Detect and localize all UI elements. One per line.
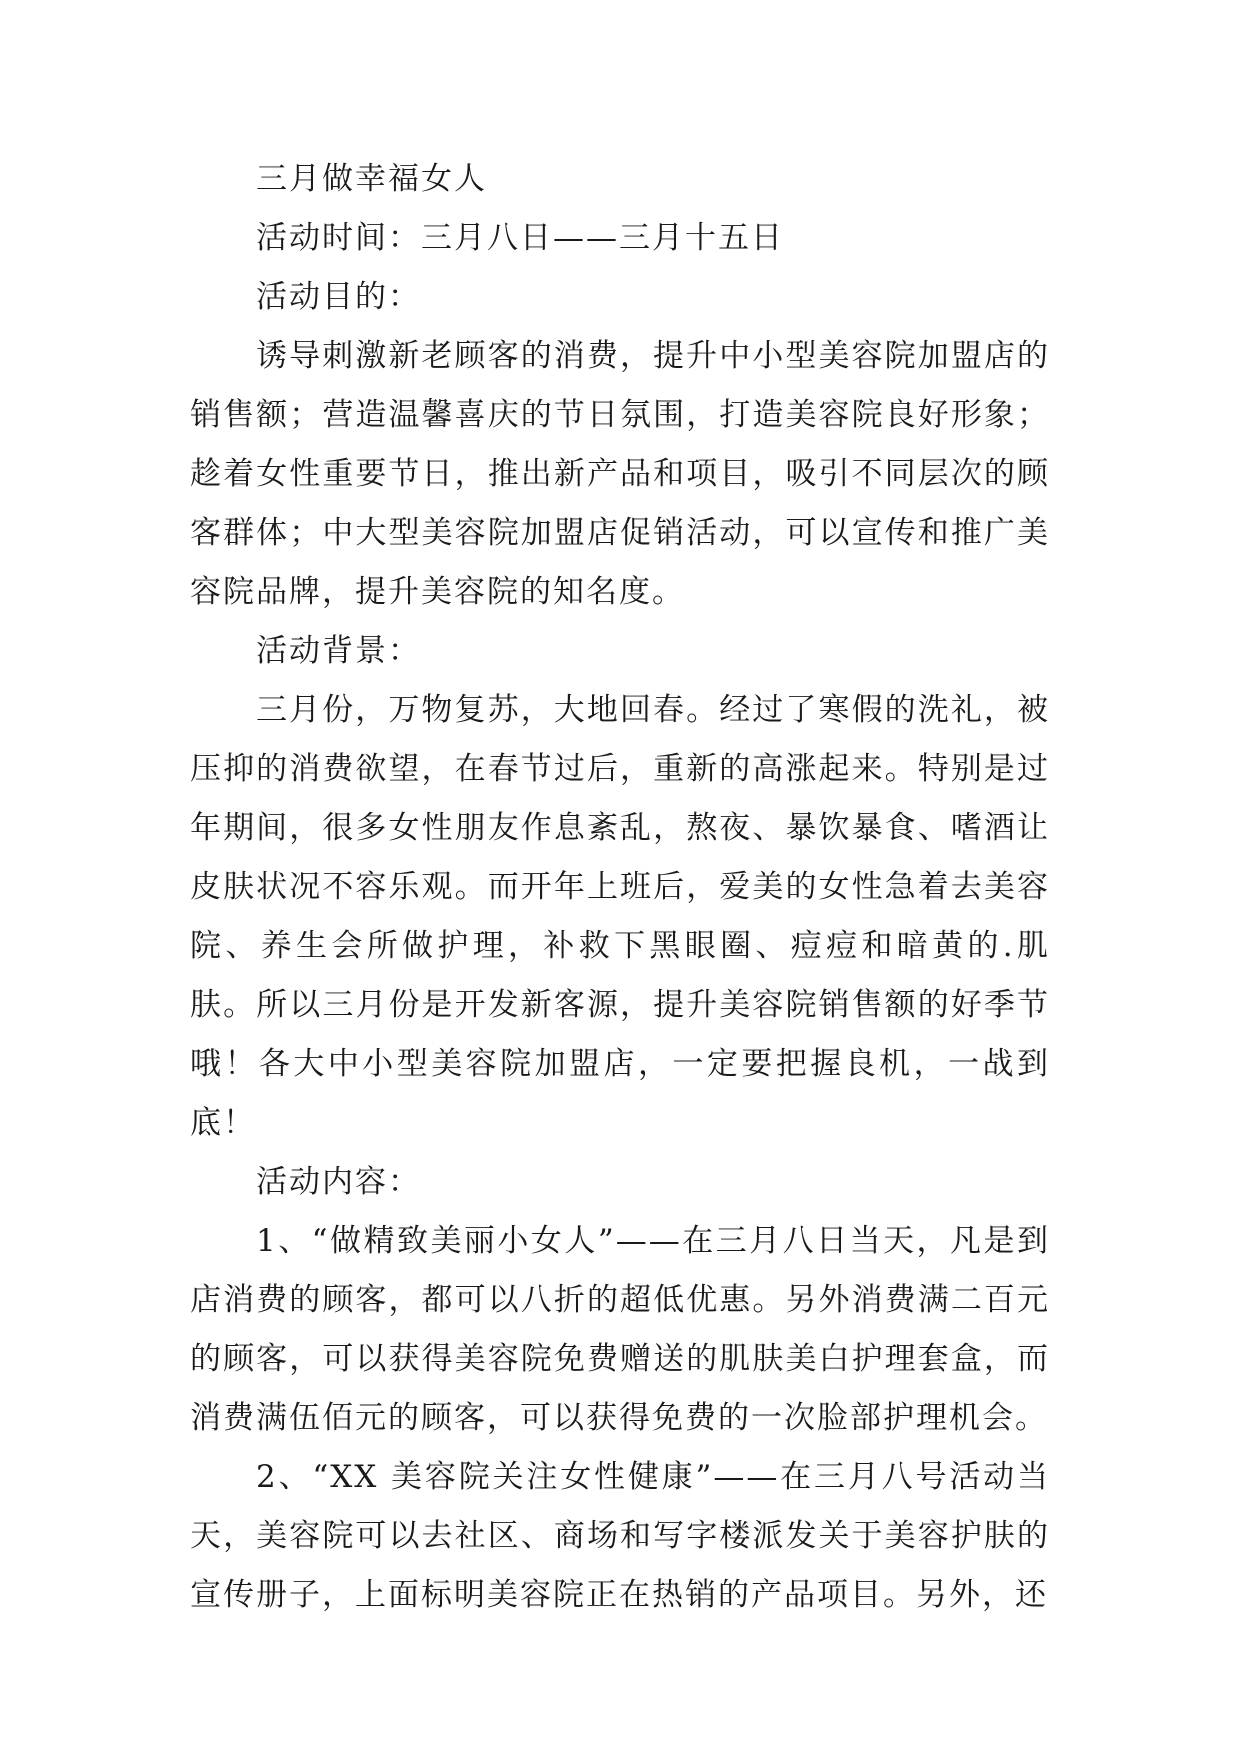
document-title: 三月做幸福女人	[256, 161, 487, 197]
background-heading: 活动背景：	[256, 633, 421, 669]
activity-time: 活动时间：三月八日——三月十五日	[256, 220, 784, 256]
content-item-2: 2、“XX 美容院关注女性健康”——在三月八号活动当天，美容院可以去社区、商场和写字楼派发关于美容护肤的宣传册子，上面标明美容院正在热销的产品项目。另外，还	[190, 1459, 1050, 1613]
content-heading: 活动内容：	[256, 1164, 421, 1200]
background-paragraph: 三月份，万物复苏，大地回春。经过了寒假的洗礼，被压抑的消费欲望，在春节过后，重新的高涨起来。特别是过年期间，很多女性朋友作息紊乱，熬夜、暴饮暴食、嗜酒让皮肤状况不容乐观。而开年上班后，爱美的女性急着去美容院、养生会所做护理，补救下黑眼圈、痘痘和暗黄的.肌肤。所以三月份是开发新客源，提升美容院销售额的好季节哦！各大中小型美容院加盟店，一定要把握良机，一战到底！	[190, 692, 1050, 1141]
content-item-1: 1、“做精致美丽小女人”——在三月八日当天，凡是到店消费的顾客，都可以八折的超低优惠。另外消费满二百元的顾客，可以获得美容院免费赠送的肌肤美白护理套盒，而消费满伍佰元的顾客，可以获得免费的一次脸部护理机会。	[190, 1223, 1050, 1436]
document-page	[190, 150, 1050, 1625]
purpose-heading: 活动目的：	[256, 279, 421, 315]
purpose-paragraph: 诱导刺激新老顾客的消费，提升中小型美容院加盟店的销售额；营造温馨喜庆的节日氛围，打造美容院良好形象；趁着女性重要节日，推出新产品和项目，吸引不同层次的顾客群体；中大型美容院加盟店促销活动，可以宣传和推广美容院品牌，提升美容院的知名度。	[190, 338, 1050, 610]
